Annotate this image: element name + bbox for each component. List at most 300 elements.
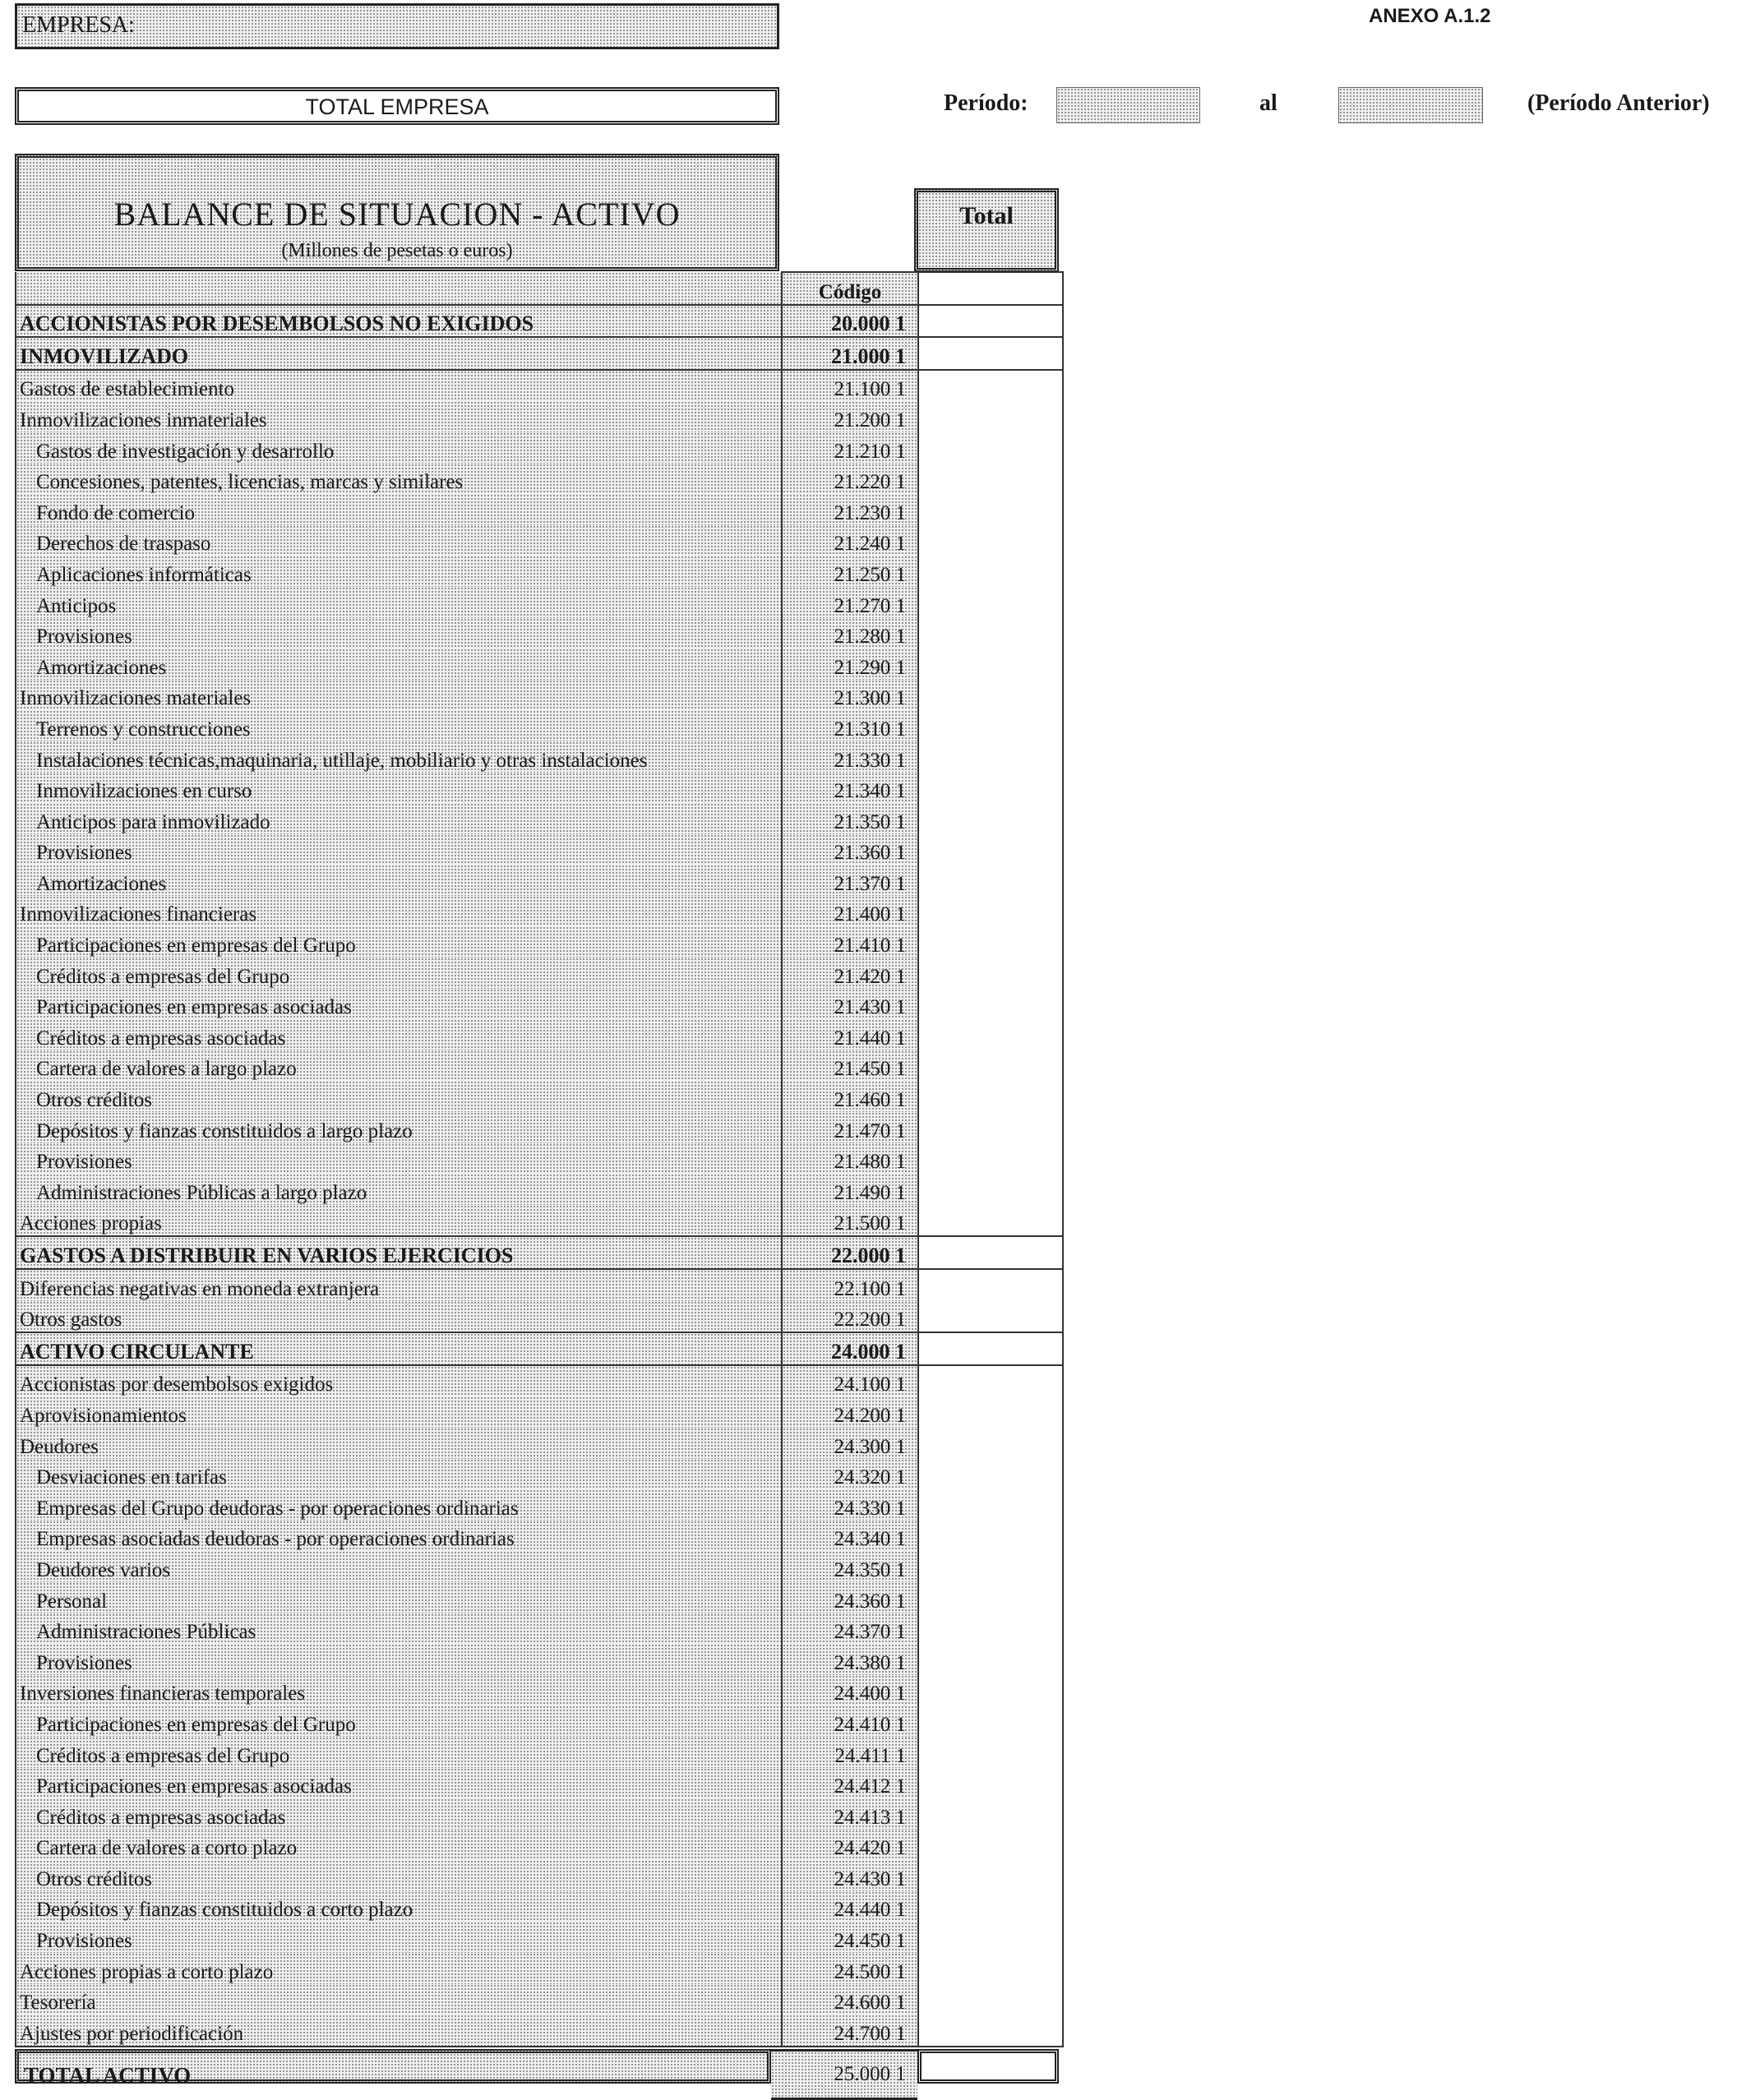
row-code: 24.000 1 bbox=[782, 1332, 918, 1365]
table-row bbox=[16, 1582, 1063, 1613]
row-total-input[interactable] bbox=[918, 1582, 1063, 1613]
table-row bbox=[16, 1459, 1063, 1490]
row-label bbox=[16, 1301, 782, 1333]
row-code: 21.300 1 bbox=[782, 680, 918, 711]
table-row bbox=[16, 432, 1063, 464]
table-row bbox=[16, 865, 1063, 896]
row-total-input[interactable] bbox=[918, 1174, 1063, 1205]
row-code: 21.410 1 bbox=[782, 926, 918, 958]
row-label-text: Depósitos y fianzas constituidos a largo plazo bbox=[36, 1119, 413, 1142]
row-label bbox=[16, 1396, 782, 1428]
table-row bbox=[16, 1269, 1063, 1301]
row-total-input[interactable] bbox=[918, 741, 1063, 773]
row-code: 24.700 1 bbox=[782, 2015, 918, 2047]
row-label-text: Otros créditos bbox=[36, 1867, 152, 1890]
row-label bbox=[16, 958, 782, 989]
row-label bbox=[16, 1737, 782, 1768]
row-label bbox=[16, 680, 782, 711]
table-row bbox=[16, 741, 1063, 773]
row-label-text: Ajustes por periodificación bbox=[20, 2022, 244, 2045]
row-label bbox=[16, 1768, 782, 1799]
row-label-text: Depósitos y fianzas constituidos a corto plazo bbox=[36, 1899, 413, 1922]
row-code: 24.330 1 bbox=[782, 1489, 918, 1521]
row-label-text: Deudores varios bbox=[36, 1558, 171, 1581]
row-total-input[interactable] bbox=[918, 1521, 1063, 1552]
row-label-text: Diferencias negativas en moneda extranjera bbox=[20, 1277, 380, 1300]
row-label bbox=[16, 1050, 782, 1082]
row-code: 24.413 1 bbox=[782, 1798, 918, 1830]
row-label-text: GASTOS A DISTRIBUIR EN VARIOS EJERCICIOS bbox=[20, 1244, 514, 1267]
row-label-text: Créditos a empresas asociadas bbox=[36, 1027, 286, 1050]
row-label-text: ACTIVO CIRCULANTE bbox=[20, 1339, 254, 1364]
row-label bbox=[16, 525, 782, 556]
row-code: 21.240 1 bbox=[782, 525, 918, 556]
table-row bbox=[16, 680, 1063, 711]
row-label-text: Créditos a empresas del Grupo bbox=[36, 965, 290, 988]
row-label bbox=[16, 1489, 782, 1521]
balance-table bbox=[15, 271, 1059, 2047]
al-label: al bbox=[1259, 90, 1277, 116]
row-label-text: Créditos a empresas del Grupo bbox=[36, 1744, 290, 1767]
table-row bbox=[16, 1236, 1063, 1269]
row-label-text: Inmovilizaciones inmateriales bbox=[20, 408, 267, 432]
table-row bbox=[16, 803, 1063, 834]
row-total-input[interactable] bbox=[918, 1891, 1063, 1922]
row-label bbox=[16, 401, 782, 432]
row-label-text: Concesiones, patentes, licencias, marcas y similares bbox=[36, 471, 464, 494]
row-label bbox=[16, 989, 782, 1020]
table-row bbox=[16, 1675, 1063, 1706]
row-total-input[interactable] bbox=[918, 1459, 1063, 1490]
row-label-text: Participaciones en empresas asociadas bbox=[36, 996, 352, 1019]
table-row bbox=[16, 1798, 1063, 1830]
row-total-input[interactable] bbox=[918, 587, 1063, 618]
row-label-text: Acciones propias bbox=[20, 1212, 162, 1235]
table-row bbox=[16, 464, 1063, 495]
table-row bbox=[16, 1984, 1063, 2015]
row-total-input[interactable] bbox=[918, 1019, 1063, 1050]
row-total-input[interactable] bbox=[918, 865, 1063, 896]
code-header-row bbox=[16, 272, 1063, 305]
row-code: 24.100 1 bbox=[782, 1365, 918, 1397]
row-label bbox=[16, 1112, 782, 1143]
row-code: 21.310 1 bbox=[782, 710, 918, 741]
codigo-column-header: Código bbox=[782, 272, 918, 305]
table-row bbox=[16, 710, 1063, 741]
row-code: 21.450 1 bbox=[782, 1050, 918, 1082]
row-label bbox=[16, 1798, 782, 1830]
row-label-text: Administraciones Públicas bbox=[36, 1621, 256, 1644]
row-label-text: Otros gastos bbox=[20, 1308, 122, 1332]
row-code: 21.440 1 bbox=[782, 1019, 918, 1050]
table-row bbox=[16, 1891, 1063, 1922]
total-activo-value[interactable] bbox=[917, 2049, 1059, 2084]
table-row bbox=[16, 1922, 1063, 1953]
row-label-text: Inmovilizaciones financieras bbox=[20, 903, 257, 926]
row-label bbox=[16, 803, 782, 834]
label-cell bbox=[16, 272, 782, 305]
row-total-input[interactable] bbox=[918, 1428, 1063, 1459]
row-label bbox=[16, 1236, 782, 1269]
row-label bbox=[16, 370, 782, 402]
table-row bbox=[16, 1860, 1063, 1891]
row-total-input[interactable] bbox=[918, 432, 1063, 464]
periodo-label: Período: bbox=[944, 90, 1028, 116]
row-label bbox=[16, 1582, 782, 1613]
row-label bbox=[16, 1332, 782, 1365]
table-row bbox=[16, 1396, 1063, 1428]
total-column-header: Total bbox=[959, 202, 1014, 229]
total-value-cell[interactable] bbox=[918, 272, 1063, 305]
row-label bbox=[16, 741, 782, 773]
row-code: 24.411 1 bbox=[782, 1737, 918, 1768]
page-title: BALANCE DE SITUACION - ACTIVO bbox=[113, 196, 681, 233]
row-code: 21.270 1 bbox=[782, 587, 918, 618]
row-label bbox=[16, 1860, 782, 1891]
row-code: 21.280 1 bbox=[782, 618, 918, 649]
row-code: 24.600 1 bbox=[782, 1984, 918, 2015]
row-label-text: Fondo de comercio bbox=[36, 501, 196, 524]
row-total-input[interactable] bbox=[918, 618, 1063, 649]
row-label-text: Deudores bbox=[20, 1435, 99, 1458]
row-label-text: Provisiones bbox=[36, 1151, 132, 1174]
table-row bbox=[16, 1768, 1063, 1799]
row-total-input[interactable] bbox=[918, 1798, 1063, 1830]
row-code: 24.410 1 bbox=[782, 1705, 918, 1737]
row-code: 24.400 1 bbox=[782, 1675, 918, 1706]
row-total-input[interactable] bbox=[918, 1551, 1063, 1582]
row-label-text: Inmovilizaciones en curso bbox=[36, 780, 252, 803]
table-row bbox=[16, 587, 1063, 618]
table-row bbox=[16, 1332, 1063, 1365]
table-row bbox=[16, 648, 1063, 680]
row-total-input[interactable] bbox=[918, 1737, 1063, 1768]
balance-title-box bbox=[15, 154, 779, 271]
row-total-input[interactable] bbox=[918, 1860, 1063, 1891]
row-code: 21.330 1 bbox=[782, 741, 918, 773]
row-label-text: Acciones propias a corto plazo bbox=[20, 1960, 274, 1983]
row-code: 21.460 1 bbox=[782, 1081, 918, 1112]
row-code: 21.370 1 bbox=[782, 865, 918, 896]
table-row bbox=[16, 618, 1063, 649]
row-total-input[interactable] bbox=[918, 1922, 1063, 1953]
row-label bbox=[16, 587, 782, 618]
row-total-input[interactable] bbox=[918, 1830, 1063, 1861]
table-row bbox=[16, 1301, 1063, 1333]
row-label bbox=[16, 926, 782, 958]
total-column-header-box bbox=[914, 188, 1059, 272]
row-label-text: Anticipos para inmovilizado bbox=[36, 810, 270, 833]
row-code: 21.400 1 bbox=[782, 896, 918, 927]
row-label bbox=[16, 1019, 782, 1050]
row-code: 21.350 1 bbox=[782, 803, 918, 834]
row-total-input[interactable] bbox=[918, 494, 1063, 525]
row-label bbox=[16, 1613, 782, 1645]
row-total-input[interactable] bbox=[918, 2015, 1063, 2047]
row-code: 24.200 1 bbox=[782, 1396, 918, 1428]
row-total-input[interactable] bbox=[918, 1332, 1063, 1365]
row-label bbox=[16, 2015, 782, 2047]
row-label bbox=[16, 1984, 782, 2015]
table-row bbox=[16, 1143, 1063, 1175]
row-label bbox=[16, 1428, 782, 1459]
row-label bbox=[16, 1205, 782, 1237]
row-label bbox=[16, 1891, 782, 1922]
row-code: 21.230 1 bbox=[782, 494, 918, 525]
table-row bbox=[16, 1205, 1063, 1237]
row-code: 21.210 1 bbox=[782, 432, 918, 464]
row-total-input[interactable] bbox=[918, 926, 1063, 958]
row-total-input[interactable] bbox=[918, 648, 1063, 680]
row-label-text: Derechos de traspaso bbox=[36, 533, 211, 556]
table-row bbox=[16, 958, 1063, 989]
table-row bbox=[16, 1112, 1063, 1143]
table-row bbox=[16, 1174, 1063, 1205]
row-code: 21.490 1 bbox=[782, 1174, 918, 1205]
row-code: 24.420 1 bbox=[782, 1830, 918, 1861]
row-code: 24.430 1 bbox=[782, 1860, 918, 1891]
row-total-input[interactable] bbox=[918, 1613, 1063, 1645]
row-code: 21.220 1 bbox=[782, 464, 918, 495]
row-code: 21.200 1 bbox=[782, 401, 918, 432]
table-row bbox=[16, 1521, 1063, 1552]
row-label bbox=[16, 648, 782, 680]
row-label bbox=[16, 1143, 782, 1175]
anexo-label: ANEXO A.1.2 bbox=[1369, 5, 1491, 27]
row-code: 24.440 1 bbox=[782, 1891, 918, 1922]
row-label bbox=[16, 1675, 782, 1706]
row-total-input[interactable] bbox=[918, 834, 1063, 865]
row-label-text: Provisiones bbox=[36, 842, 132, 865]
row-label bbox=[16, 1459, 782, 1490]
table-row bbox=[16, 1489, 1063, 1521]
row-label bbox=[16, 1365, 782, 1397]
row-label-text: INMOVILIZADO bbox=[20, 344, 189, 368]
row-total-input[interactable] bbox=[918, 1269, 1063, 1301]
table-row bbox=[16, 1830, 1063, 1861]
row-label bbox=[16, 1551, 782, 1582]
row-code: 24.340 1 bbox=[782, 1521, 918, 1552]
row-total-input[interactable] bbox=[918, 1644, 1063, 1675]
table-row bbox=[16, 834, 1063, 865]
row-label bbox=[16, 1830, 782, 1861]
row-label-text: Amortizaciones bbox=[36, 872, 167, 895]
row-code: 20.000 1 bbox=[782, 305, 918, 338]
row-label-text: Provisiones bbox=[36, 625, 132, 648]
row-code: 21.500 1 bbox=[782, 1205, 918, 1237]
row-total-input[interactable] bbox=[918, 1675, 1063, 1706]
row-label-text: Administraciones Públicas a largo plazo bbox=[36, 1181, 367, 1204]
row-label bbox=[16, 1953, 782, 1984]
row-label bbox=[16, 1922, 782, 1953]
row-label-text: ACCIONISTAS POR DESEMBOLSOS NO EXIGIDOS bbox=[20, 312, 534, 336]
row-code: 21.420 1 bbox=[782, 958, 918, 989]
total-activo-code: 25.000 1 bbox=[771, 2049, 917, 2100]
row-code: 21.480 1 bbox=[782, 1143, 918, 1175]
row-code: 21.430 1 bbox=[782, 989, 918, 1020]
row-total-input[interactable] bbox=[918, 1365, 1063, 1397]
row-code: 24.380 1 bbox=[782, 1644, 918, 1675]
row-code: 24.300 1 bbox=[782, 1428, 918, 1459]
row-total-input[interactable] bbox=[918, 370, 1063, 402]
row-label-text: Provisiones bbox=[36, 1930, 132, 1953]
row-label-text: Gastos de establecimiento bbox=[20, 378, 235, 401]
row-total-input[interactable] bbox=[918, 464, 1063, 495]
row-label bbox=[16, 865, 782, 896]
row-label-text: Inversiones financieras temporales bbox=[20, 1682, 306, 1705]
row-label bbox=[16, 1705, 782, 1737]
row-total-input[interactable] bbox=[918, 1396, 1063, 1428]
row-label-text: Participaciones en empresas del Grupo bbox=[36, 1713, 356, 1736]
row-label-text: Inmovilizaciones materiales bbox=[20, 687, 252, 710]
table-row bbox=[16, 1081, 1063, 1112]
table-row bbox=[16, 1613, 1063, 1645]
row-label bbox=[16, 464, 782, 495]
row-total-input[interactable] bbox=[918, 556, 1063, 587]
row-code: 24.500 1 bbox=[782, 1953, 918, 1984]
row-total-input[interactable] bbox=[918, 1489, 1063, 1521]
row-code: 22.100 1 bbox=[782, 1269, 918, 1301]
table-row bbox=[16, 305, 1063, 338]
total-activo-row bbox=[15, 2049, 1059, 2088]
table-row bbox=[16, 1019, 1063, 1050]
row-label-text: Gastos de investigación y desarrollo bbox=[36, 440, 335, 463]
row-label-text: Participaciones en empresas asociadas bbox=[36, 1775, 352, 1798]
row-total-input[interactable] bbox=[918, 896, 1063, 927]
row-label bbox=[16, 1174, 782, 1205]
row-label-text: Accionistas por desembolsos exigidos bbox=[20, 1373, 334, 1396]
row-label bbox=[16, 618, 782, 649]
total-activo-label: TOTAL ACTIVO bbox=[15, 2049, 771, 2084]
row-label-text: Cartera de valores a largo plazo bbox=[36, 1058, 297, 1081]
row-total-input[interactable] bbox=[918, 1953, 1063, 1984]
row-code: 24.360 1 bbox=[782, 1582, 918, 1613]
row-total-input[interactable] bbox=[918, 1050, 1063, 1082]
table-row bbox=[16, 1644, 1063, 1675]
periodo-anterior-label: (Período Anterior) bbox=[1527, 90, 1710, 116]
row-label bbox=[16, 337, 782, 370]
table-row bbox=[16, 337, 1063, 370]
row-code: 21.290 1 bbox=[782, 648, 918, 680]
row-label-text: Otros créditos bbox=[36, 1089, 152, 1112]
period-to-input[interactable] bbox=[1338, 87, 1483, 123]
row-total-input[interactable] bbox=[918, 710, 1063, 741]
table-row bbox=[16, 370, 1063, 402]
period-from-input[interactable] bbox=[1056, 87, 1200, 123]
row-label bbox=[16, 432, 782, 464]
empresa-label: EMPRESA: bbox=[22, 12, 135, 38]
row-label bbox=[16, 1521, 782, 1552]
row-label-text: Participaciones en empresas del Grupo bbox=[36, 935, 356, 958]
row-label bbox=[16, 305, 782, 338]
table-row bbox=[16, 989, 1063, 1020]
row-label bbox=[16, 1081, 782, 1112]
row-code: 24.412 1 bbox=[782, 1768, 918, 1799]
row-total-input[interactable] bbox=[918, 1081, 1063, 1112]
row-label-text: Créditos a empresas asociadas bbox=[36, 1806, 286, 1829]
row-total-input[interactable] bbox=[918, 401, 1063, 432]
row-code: 21.250 1 bbox=[782, 556, 918, 587]
row-label-text: Anticipos bbox=[36, 594, 117, 617]
row-total-input[interactable] bbox=[918, 1301, 1063, 1333]
row-code: 21.340 1 bbox=[782, 773, 918, 804]
page-subtitle: (Millones de pesetas o euros) bbox=[281, 240, 513, 261]
table-row bbox=[16, 2015, 1063, 2047]
row-total-input[interactable] bbox=[918, 525, 1063, 556]
row-total-input[interactable] bbox=[918, 337, 1063, 370]
row-label-text: Aprovisionamientos bbox=[20, 1404, 187, 1427]
empresa-field[interactable] bbox=[15, 3, 779, 49]
row-code: 24.450 1 bbox=[782, 1922, 918, 1953]
row-code: 21.470 1 bbox=[782, 1112, 918, 1143]
row-total-input[interactable] bbox=[918, 1112, 1063, 1143]
table-row bbox=[16, 1428, 1063, 1459]
row-label-text: Terrenos y construcciones bbox=[36, 718, 251, 741]
row-label bbox=[16, 1644, 782, 1675]
row-total-input[interactable] bbox=[918, 1236, 1063, 1269]
table-row bbox=[16, 494, 1063, 525]
table-row bbox=[16, 1365, 1063, 1397]
table-row bbox=[16, 401, 1063, 432]
table-row bbox=[16, 773, 1063, 804]
table-row bbox=[16, 1050, 1063, 1082]
table-row bbox=[16, 1705, 1063, 1737]
row-code: 21.360 1 bbox=[782, 834, 918, 865]
table-row bbox=[16, 1737, 1063, 1768]
table-row bbox=[16, 525, 1063, 556]
row-label-text: Cartera de valores a corto plazo bbox=[36, 1837, 298, 1860]
row-total-input[interactable] bbox=[918, 1984, 1063, 2015]
row-label bbox=[16, 710, 782, 741]
row-total-input[interactable] bbox=[918, 1205, 1063, 1237]
table-row bbox=[16, 1953, 1063, 1984]
row-total-input[interactable] bbox=[918, 680, 1063, 711]
row-code: 21.000 1 bbox=[782, 337, 918, 370]
row-label bbox=[16, 834, 782, 865]
row-code: 24.320 1 bbox=[782, 1459, 918, 1490]
row-label-text: Desviaciones en tarifas bbox=[36, 1466, 227, 1489]
row-label-text: Instalaciones técnicas,maquinaria, utillaje, mobiliario y otras instalaciones bbox=[36, 749, 648, 772]
row-label bbox=[16, 896, 782, 927]
table-row bbox=[16, 556, 1063, 587]
row-label-text: Provisiones bbox=[36, 1651, 132, 1674]
table-row bbox=[16, 1551, 1063, 1582]
row-label-text: Tesorería bbox=[20, 1992, 96, 2015]
row-label bbox=[16, 1269, 782, 1301]
table-row bbox=[16, 896, 1063, 927]
row-code: 24.370 1 bbox=[782, 1613, 918, 1645]
row-label bbox=[16, 556, 782, 587]
row-label bbox=[16, 773, 782, 804]
row-label-text: Aplicaciones informáticas bbox=[36, 563, 252, 586]
row-label-text: Personal bbox=[36, 1590, 108, 1613]
row-total-input[interactable] bbox=[918, 989, 1063, 1020]
row-code: 22.200 1 bbox=[782, 1301, 918, 1333]
row-total-input[interactable] bbox=[918, 1705, 1063, 1737]
row-total-input[interactable] bbox=[918, 305, 1063, 338]
row-total-input[interactable] bbox=[918, 803, 1063, 834]
row-label-text: Empresas asociadas deudoras - por operaciones ordinarias bbox=[36, 1528, 515, 1551]
table-row bbox=[16, 926, 1063, 958]
row-code: 21.100 1 bbox=[782, 370, 918, 402]
row-total-input[interactable] bbox=[918, 773, 1063, 804]
row-label-text: Empresas del Grupo deudoras - por operaciones ordinarias bbox=[36, 1497, 519, 1520]
row-total-input[interactable] bbox=[918, 1768, 1063, 1799]
total-empresa-banner: TOTAL EMPRESA bbox=[15, 87, 779, 125]
row-code: 22.000 1 bbox=[782, 1236, 918, 1269]
row-total-input[interactable] bbox=[918, 958, 1063, 989]
row-total-input[interactable] bbox=[918, 1143, 1063, 1175]
